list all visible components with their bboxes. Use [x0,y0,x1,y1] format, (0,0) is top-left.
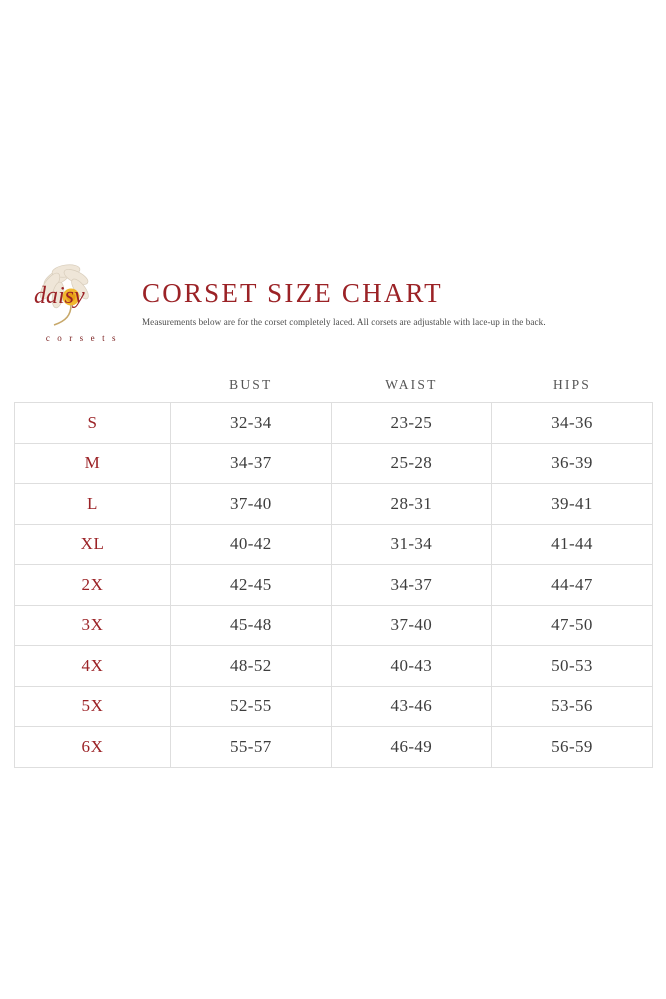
cell-bust: 37-40 [171,484,332,525]
table-row [15,605,653,646]
table-row [15,403,653,444]
table-row [15,565,653,606]
size-chart-table-wrap [14,368,652,768]
table-body [15,403,653,768]
column-header-hips: HIPS [552,377,592,392]
cell-hips: 44-47 [492,565,653,606]
daisy-flower-logo-icon [14,255,138,335]
cell-waist: 46-49 [331,727,492,768]
cell-hips: 39-41 [492,484,653,525]
cell-size: 2X [15,565,171,606]
cell-bust: 42-45 [171,565,332,606]
table-row [15,443,653,484]
table-row [15,646,653,687]
cell-bust: 40-42 [171,524,332,565]
cell-bust: 48-52 [171,646,332,687]
table-head [15,368,653,403]
svg-text:daisy: daisy [34,283,85,309]
cell-waist: 34-37 [331,565,492,606]
size-chart-table [14,368,653,768]
page-title: CORSET SIZE CHART [142,278,443,308]
brand-wordmark: c o r s e t s [45,333,119,343]
cell-size: L [15,484,171,525]
cell-waist: 23-25 [331,403,492,444]
cell-hips: 47-50 [492,605,653,646]
cell-bust: 45-48 [171,605,332,646]
cell-size: 6X [15,727,171,768]
page-subtitle: Measurements below are for the corset completely laced. All corsets are adjustable with lace-up in the back. [142,317,546,327]
cell-bust: 34-37 [171,443,332,484]
table-row [15,484,653,525]
cell-hips: 41-44 [492,524,653,565]
table-row [15,686,653,727]
cell-size: S [15,403,171,444]
table-row [15,727,653,768]
column-header-waist: WAIST [385,377,438,392]
table-row [15,524,653,565]
cell-waist: 40-43 [331,646,492,687]
column-header-size [15,368,171,403]
cell-hips: 50-53 [492,646,653,687]
cell-hips: 56-59 [492,727,653,768]
title-block [142,277,654,328]
cell-size: XL [15,524,171,565]
cell-bust: 52-55 [171,686,332,727]
cell-size: M [15,443,171,484]
cell-waist: 43-46 [331,686,492,727]
brand-logo [14,255,138,355]
cell-bust: 32-34 [171,403,332,444]
cell-size: 4X [15,646,171,687]
cell-hips: 36-39 [492,443,653,484]
chart-header [0,255,666,355]
cell-waist: 31-34 [331,524,492,565]
cell-bust: 55-57 [171,727,332,768]
column-header-bust: BUST [229,377,273,392]
table-header-row [15,368,653,403]
cell-hips: 53-56 [492,686,653,727]
cell-waist: 28-31 [331,484,492,525]
cell-waist: 25-28 [331,443,492,484]
cell-hips: 34-36 [492,403,653,444]
cell-size: 3X [15,605,171,646]
cell-size: 5X [15,686,171,727]
cell-waist: 37-40 [331,605,492,646]
